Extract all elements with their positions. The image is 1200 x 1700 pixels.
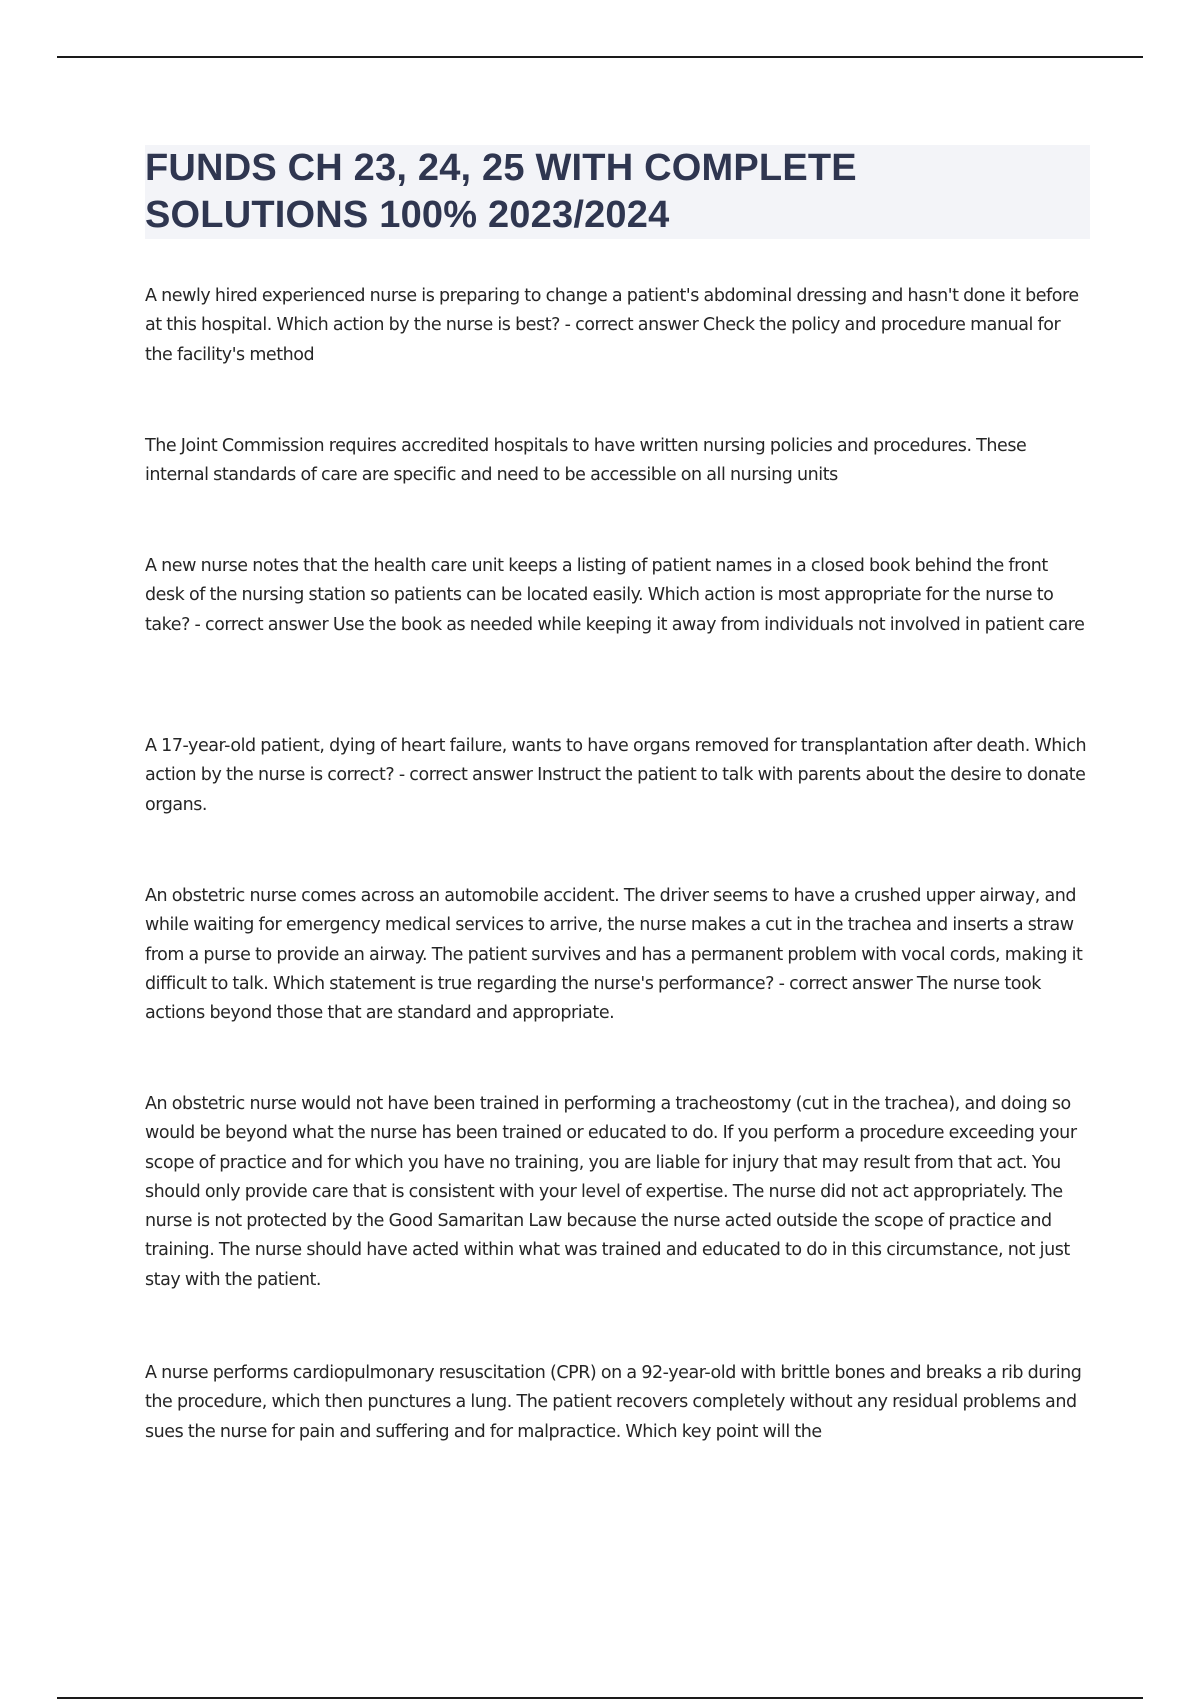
- paragraph-question-4: An obstetric nurse comes across an automobile accident. The driver seems to have a crushed upper airway, and while waiting for emergency medical services to arrive, the nurse makes a cut in the trachea and inserts a straw from a purse to provide an airway. The patient survives and has a permanent problem with vocal cords, making it difficult to talk. Which statement is true regarding the nurse's performance? - correct answer The nurse took actions beyond those that are standard and appropriate.: [145, 886, 1083, 1024]
- paragraph-rationale-1: The Joint Commission requires accredited hospitals to have written nursing policies and procedures. These internal standards of care are specific and need to be accessible on all nursing units: [145, 436, 1027, 486]
- bottom-divider: [57, 1697, 1143, 1699]
- paragraph-question-2: A new nurse notes that the health care unit keeps a listing of patient names in a closed book behind the front desk of the nursing station so patients can be located easily. Which action is most appropriate for the nurse to take? - correct answer Use the book as needed while keeping it away from individuals not involved in patient care: [145, 556, 1085, 635]
- paragraph-question-3: A 17-year-old patient, dying of heart failure, wants to have organs removed for transplantation after death. Which action by the nurse is correct? - correct answer Instruct the patient to talk with parents about the desire to donate organs.: [145, 736, 1087, 815]
- paragraph-question-1: A newly hired experienced nurse is preparing to change a patient's abdominal dressing and hasn't done it before at this hospital. Which action by the nurse is best? - correct answer Check the policy and procedure manual for the facility's method: [145, 286, 1079, 365]
- document-title: FUNDS CH 23, 24, 25 WITH COMPLETE SOLUTIONS 100% 2023/2024: [145, 147, 857, 236]
- top-divider: [57, 56, 1143, 58]
- paragraph-rationale-4: An obstetric nurse would not have been trained in performing a tracheostomy (cut in the trachea), and doing so would be beyond what the nurse has been trained or educated to do. If you perform a procedure exceeding your scope of practice and for which you have no training, you are liable for injury that may result from that act. You should only provide care that is consistent with your level of expertise. The nurse did not act appropriately. The nurse is not protected by the Good Samaritan Law because the nurse acted outside the scope of practice and training. The nurse should have acted within what was trained and educated to do in this circumstance, not just stay with the patient.: [145, 1094, 1077, 1290]
- paragraph-question-5: A nurse performs cardiopulmonary resuscitation (CPR) on a 92-year-old with brittle bones and breaks a rib during the procedure, which then punctures a lung. The patient recovers completely without any residual problems and sues the nurse for pain and suffering and for malpractice. Which key point will the: [145, 1363, 1082, 1442]
- title-block: [145, 145, 1090, 239]
